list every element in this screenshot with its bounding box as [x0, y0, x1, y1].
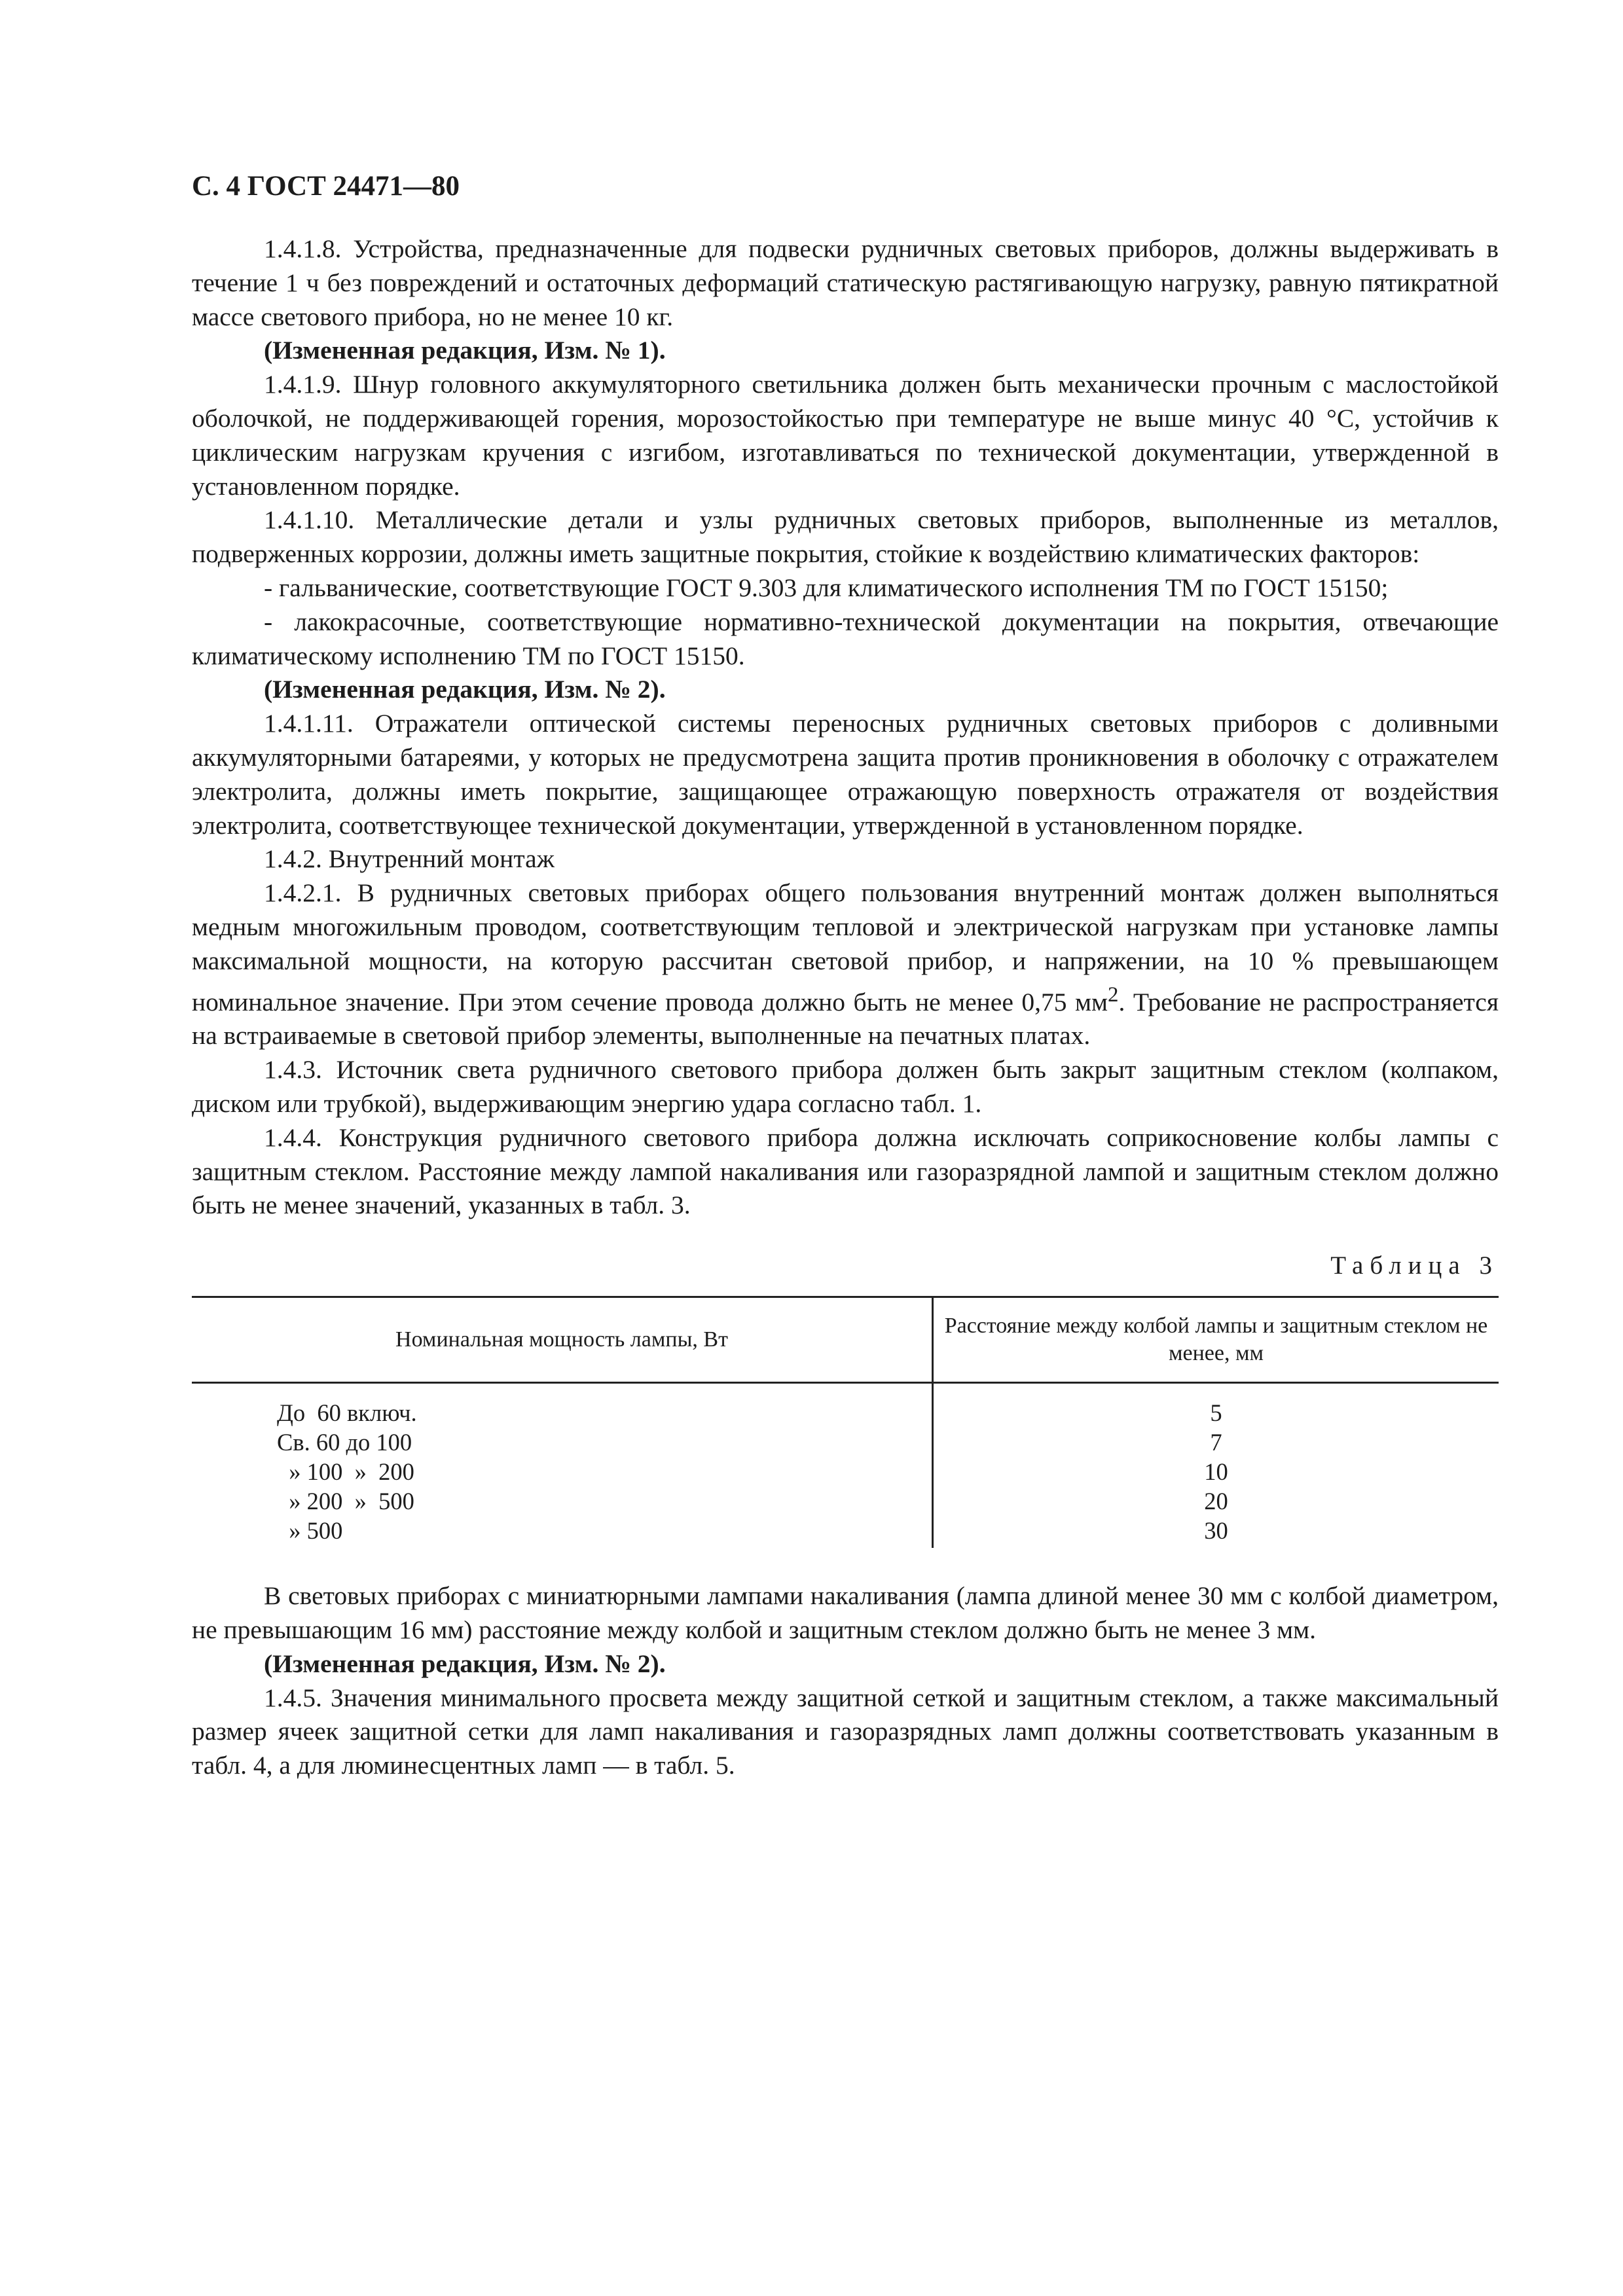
paragraph-1-4-4: 1.4.4. Конструкция рудничного светового прибора должна исключать соприкосновение колбы лампы с защитным стеклом. Расстояние между лампой накаливания или газоразрядной лампой и защитным стеклом должно быть не менее значений, указанных в табл. 3.	[192, 1122, 1499, 1220]
power-value: До 60 включ.	[277, 1399, 417, 1427]
page-header: С. 4 ГОСТ 24471—80	[192, 171, 460, 202]
after-table-section	[192, 1579, 1499, 1783]
power-value: » 100 » 200	[277, 1458, 414, 1486]
document-page	[192, 167, 1499, 1783]
distance-column-cell	[933, 1383, 1499, 1549]
paragraph-1-4-1-8: 1.4.1.8. Устройства, предназначенные для подвески рудничных световых приборов, должны выдерживать в течение 1 ч без повреждений и остаточных деформаций статическую растягивающую нагрузку, равную пятикратной массе светового прибора, но не менее 10 кг.	[192, 234, 1499, 331]
paragraph-1-4-3: 1.4.3. Источник света рудничного светового прибора должен быть закрыт защитным стеклом (колпаком, диском или трубкой), выдерживающим энергию удара согласно табл. 1.	[192, 1055, 1499, 1119]
distance-value: 20	[1204, 1488, 1228, 1515]
table-3	[192, 1296, 1499, 1548]
table-header-row	[192, 1297, 1499, 1383]
amendment-note: (Измененная редакция, Изм. № 2).	[264, 675, 666, 704]
distance-value: 10	[1204, 1458, 1228, 1486]
amendment-note: (Измененная редакция, Изм. № 1).	[264, 336, 666, 365]
paragraph-1-4-1-11: 1.4.1.11. Отражатели оптической системы переносных рудничных световых приборов с доливными аккумуляторными батареями, у которых не предусмотрена защита против проникновения в оболочку с отражателем электролита, должны иметь покрытие, защищающее отражающую поверхность отражателя от воздействия электролита, соответствующее технической документации, утвержденной в установленном порядке.	[192, 709, 1499, 840]
power-column-cell	[192, 1383, 933, 1549]
table-row	[192, 1383, 1499, 1549]
superscript: 2	[1107, 982, 1119, 1007]
paragraph-1-4-5: 1.4.5. Значения минимального просвета между защитной сеткой и защитным стеклом, а также максимальный размер ячеек защитной сетки для ламп накаливания и газоразрядных ламп должны соответствовать указанным в табл. 4, а для люминесцентных ламп — в табл. 5.	[192, 1683, 1499, 1780]
column-header-power: Номинальная мощность лампы, Вт	[192, 1297, 933, 1383]
table-caption: Таблица 3	[1330, 1251, 1499, 1280]
list-item-galvanic: - гальванические, соответствующие ГОСТ 9.303 для климатического исполнения ТМ по ГОСТ 15150;	[264, 573, 1389, 602]
column-header-distance: Расстояние между колбой лампы и защитным стеклом не менее, мм	[944, 1314, 1488, 1366]
power-value: Св. 60 до 100	[277, 1429, 412, 1456]
paragraph-text: . Требование не распространяется на встраиваемые в световой прибор элементы, выполненные на печатных платах.	[192, 987, 1499, 1050]
power-value: » 500	[277, 1517, 343, 1545]
paragraph-1-4-1-10: 1.4.1.10. Металлические детали и узлы рудничных световых приборов, выполненные из металлов, подверженных коррозии, должны иметь защитные покрытия, стойкие к воздействию климатических факторов:	[192, 505, 1499, 569]
distance-value: 7	[1210, 1429, 1222, 1456]
list-item-paint: - лакокрасочные, соответствующие нормативно-технической документации на покрытия, отвечающие климатическому исполнению ТМ по ГОСТ 15150.	[192, 607, 1499, 670]
paragraph-miniature-lamps: В световых приборах с миниатюрными лампами накаливания (лампа длиной менее 30 мм с колбой диаметром, не превышающим 16 мм) расстояние между колбой и защитным стеклом должно быть не менее 3 мм.	[192, 1581, 1499, 1645]
amendment-note: (Измененная редакция, Изм. № 2).	[264, 1649, 666, 1678]
paragraph-1-4-2-1	[192, 876, 1499, 1053]
distance-value: 30	[1204, 1517, 1228, 1545]
paragraph-1-4-1-9: 1.4.1.9. Шнур головного аккумуляторного светильника должен быть механически прочным с маслостойкой оболочкой, не поддерживающей горения, морозостойкостью при температуре не выше минус 40 °С, устойчив к циклическим нагрузкам кручения с изгибом, изготавливаться по технической документации, утвержденной в установленном порядке.	[192, 370, 1499, 501]
paragraph-1-4-2: 1.4.2. Внутренний монтаж	[264, 844, 555, 874]
distance-value: 5	[1210, 1399, 1222, 1427]
paragraph-text: 1.4.2.1. В рудничных световых приборах общего пользования внутренний монтаж должен выполняться медным многожильным проводом, соответствующим тепловой и электрической нагрузкам при установке лампы максимальной мощности, на которую рассчитан световой прибор, и напряжении, на 10 % превышающем номинальное значение. При этом сечение провода должно быть не менее 0,75 мм	[192, 878, 1499, 1016]
power-value: » 200 » 500	[277, 1488, 414, 1515]
